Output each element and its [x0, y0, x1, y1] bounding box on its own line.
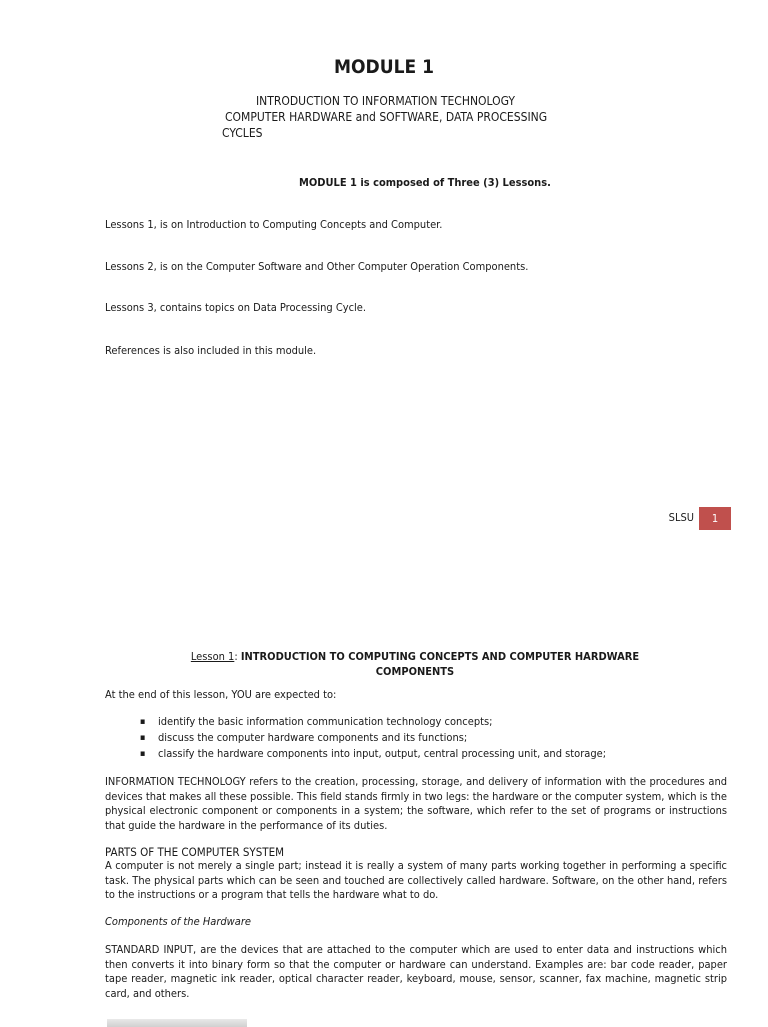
module-title: MODULE 1	[333, 56, 435, 78]
objective-item: ▪ identify the basic information communication technology concepts;	[140, 714, 606, 730]
lesson-heading	[160, 649, 670, 679]
hardware-image	[107, 1019, 247, 1027]
page-number: 1	[711, 512, 719, 525]
lesson-title-line2: COMPONENTS	[375, 665, 455, 678]
lesson-prefix: Lesson 1	[190, 650, 235, 663]
parts-paragraph: A computer is not merely a single part; instead it is really a system of many parts working together in performing a specific task. The physical parts which can be seen and touched are collectively called hardware. Software, on the other hand, refers to the instructions or a program that tells the hardware what to do.	[105, 859, 727, 901]
module-subtitle-line1: INTRODUCTION TO INFORMATION TECHNOLOGY	[256, 94, 515, 108]
module-subtitle-line3: CYCLES	[222, 126, 263, 140]
it-definition-paragraph: INFORMATION TECHNOLOGY refers to the creation, processing, storage, and delivery of information with the procedures and devices that makes all these possible. This field stands firmly in two legs: the hardware or the computer system, which is the physical electronic component or components in a system; the software, which refer to the set of programs or instructions that guide the hardware in the performance of its duties.	[105, 775, 727, 832]
page-number-badge	[699, 507, 731, 530]
footer-label: SLSU	[668, 511, 694, 524]
module-composition: MODULE 1 is composed of Three (3) Lessons.	[299, 176, 551, 189]
objective-item: ▪ discuss the computer hardware components and its functions;	[140, 730, 606, 746]
lesson-title-line1: INTRODUCTION TO COMPUTING CONCEPTS AND COMPUTER HARDWARE	[240, 650, 640, 663]
references-note: References is also included in this module.	[105, 344, 317, 357]
lesson-summary-1: Lessons 1, is on Introduction to Computing Concepts and Computer.	[105, 218, 443, 231]
objectives-list	[140, 714, 606, 762]
lesson-summary-3: Lessons 3, contains topics on Data Processing Cycle.	[105, 301, 367, 314]
objective-item: ▪ classify the hardware components into input, output, central processing unit, and storage;	[140, 746, 606, 762]
standard-input-paragraph: STANDARD INPUT, are the devices that are attached to the computer which are used to enter data and instructions which then converts it into binary form so that the computer or hardware can understand. Examples are: bar code reader, paper tape reader, magnetic ink reader, optical character reader, keyboard, mouse, sensor, scanner, fax machine, magnetic strip card, and others.	[105, 943, 727, 1000]
lesson-summary-2: Lessons 2, is on the Computer Software and Other Computer Operation Components.	[105, 260, 529, 273]
module-subtitle-line2: COMPUTER HARDWARE and SOFTWARE, DATA PROCESSING	[225, 110, 548, 124]
components-heading: Components of the Hardware	[105, 915, 251, 928]
lesson-colon: :	[234, 650, 238, 663]
objectives-intro: At the end of this lesson, YOU are expected to:	[105, 688, 337, 701]
parts-heading: PARTS OF THE COMPUTER SYSTEM	[105, 845, 285, 859]
